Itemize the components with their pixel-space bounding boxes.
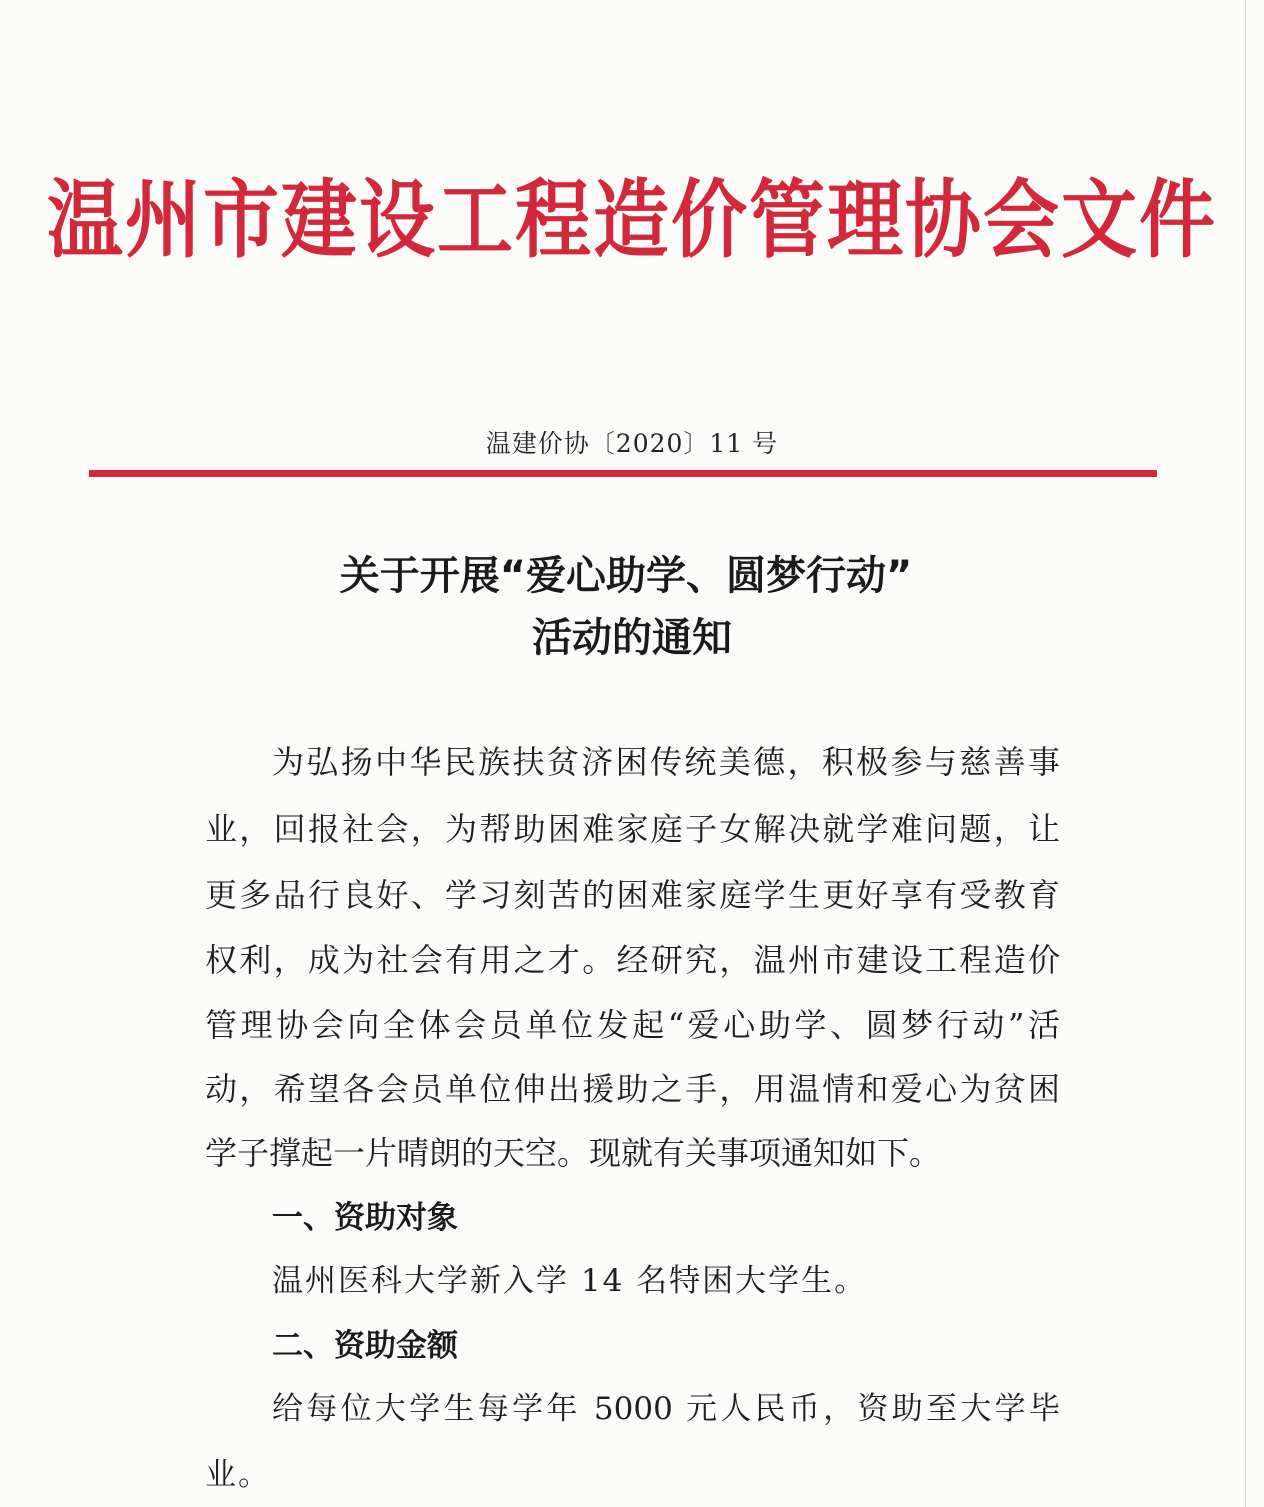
paragraph-line: 动，希望各会员单位伸出援助之手，用温情和爱心为贫困 [205, 1070, 1060, 1108]
notice-title-line-1: 关于开展“爱心助学、圆梦行动” [339, 553, 913, 599]
section-text-line: 业。 [205, 1457, 271, 1493]
section-heading-funding-amount: 二、资助金额 [272, 1328, 458, 1364]
section-text-line: 给每位大学生每学年 5000 元人民币，资助至大学毕 [272, 1391, 1060, 1427]
paragraph-line: 管理协会向全体会员单位发起“爱心助学、圆梦行动”活 [205, 1006, 1060, 1044]
paragraph-line: 业，回报社会，为帮助困难家庭子女解决就学难问题，让 [205, 810, 1060, 848]
paragraph-line: 更多品行良好、学习刻苦的困难家庭学生更好享有受教育 [205, 876, 1060, 914]
section-heading-funding-recipients: 一、资助对象 [272, 1200, 458, 1236]
document-number: 温建价协〔2020〕11 号 [485, 429, 779, 458]
paragraph-line: 为弘扬中华民族扶贫济困传统美德，积极参与慈善事 [272, 743, 1060, 781]
red-separator-rule [89, 470, 1157, 477]
paragraph-line: 权利，成为社会有用之才。经研究，温州市建设工程造价 [205, 941, 1060, 979]
section-text-line: 温州医科大学新入学 14 名特困大学生。 [272, 1263, 868, 1299]
notice-title-line-2: 活动的通知 [532, 615, 732, 661]
paragraph-line: 学子撑起一片晴朗的天空。现就有关事项通知如下。 [205, 1134, 942, 1172]
org-document-header: 温州市建设工程造价管理协会文件 [47, 170, 1217, 270]
